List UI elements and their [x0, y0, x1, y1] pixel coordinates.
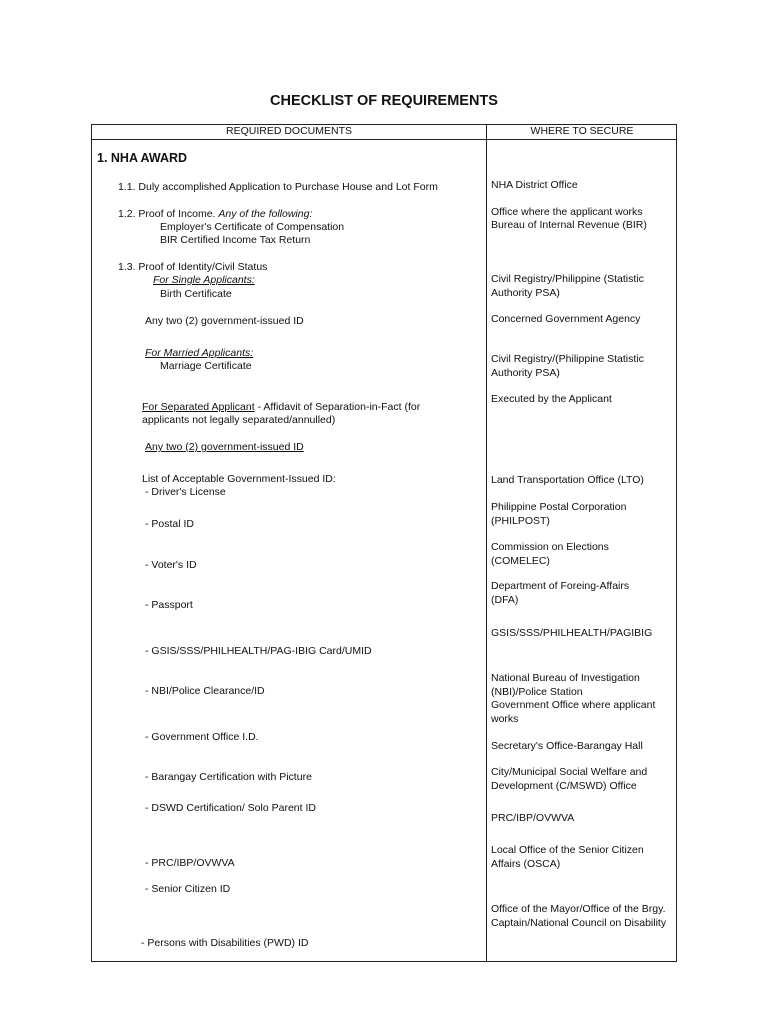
- header-required-documents: REQUIRED DOCUMENTS: [225, 125, 352, 137]
- bir-itr: BIR Certified Income Tax Return: [160, 234, 311, 246]
- id-passport: - Passport: [145, 599, 193, 611]
- where-gov-office: Government Office where applicant works: [491, 699, 656, 725]
- married-applicants-label: For Married Applicants:: [145, 347, 254, 359]
- where-psa-1: Civil Registry/Philippine (Statistic Authority PSA): [491, 273, 644, 299]
- separated-rest: - Affidavit of Separation-in-Fact (for: [254, 401, 421, 413]
- where-comelec: Commission on Elections (COMELEC): [491, 541, 609, 567]
- id-nbi: - NBI/Police Clearance/ID: [145, 685, 265, 697]
- id-postal: - Postal ID: [145, 518, 195, 530]
- where-philpost: Philippine Postal Corporation (PHILPOST): [491, 501, 627, 527]
- header-divider: [91, 139, 677, 140]
- separated-applicant: [142, 401, 420, 415]
- section-nha-award: 1. NHA AWARD: [97, 151, 188, 165]
- item-1-2-italic: Any of the following:: [218, 208, 313, 220]
- id-voters: - Voter's ID: [145, 559, 197, 571]
- where-cmswd: City/Municipal Social Welfare and Development (C/MSWD) Office: [491, 766, 648, 792]
- header-where-to-secure: WHERE TO SECURE: [530, 125, 634, 137]
- any-two-id-2: Any two (2) government-issued ID: [145, 441, 304, 453]
- separated-line2: applicants not legally separated/annulled): [142, 414, 336, 426]
- marriage-certificate: Marriage Certificate: [160, 360, 252, 372]
- where-osca: Local Office of the Senior Citizen Affairs (OSCA): [491, 844, 644, 870]
- id-gov-office: - Government Office I.D.: [145, 731, 259, 743]
- id-prc: - PRC/IBP/OVWVA: [145, 857, 235, 869]
- where-gsis: GSIS/SSS/PHILHEALTH/PAGIBIG: [491, 627, 653, 639]
- id-gsis: - GSIS/SSS/PHILHEALTH/PAG-IBIG Card/UMID: [145, 645, 372, 657]
- column-divider: [486, 124, 487, 962]
- id-list-title: List of Acceptable Government-Issued ID:: [142, 473, 336, 485]
- id-drivers-license: - Driver's License: [145, 486, 226, 498]
- page-title: CHECKLIST OF REQUIREMENTS: [270, 93, 498, 109]
- id-pwd: - Persons with Disabilities (PWD) ID: [141, 937, 309, 949]
- item-1-2-text: 1.2. Proof of Income.: [118, 208, 219, 220]
- where-executed: Executed by the Applicant: [491, 393, 612, 405]
- birth-certificate: Birth Certificate: [160, 288, 232, 300]
- where-mayor: Office of the Mayor/Office of the Brgy. Captain/National Council on Disability: [491, 903, 667, 929]
- item-1-3: 1.3. Proof of Identity/Civil Status: [118, 261, 268, 273]
- where-lto: Land Transportation Office (LTO): [491, 474, 644, 486]
- separated-label: For Separated Applicant: [142, 401, 255, 413]
- where-bir: Bureau of Internal Revenue (BIR): [491, 219, 647, 231]
- employer-certificate: Employer's Certificate of Compensation: [160, 221, 345, 233]
- any-two-id-1: Any two (2) government-issued ID: [145, 315, 304, 327]
- where-concerned-agency: Concerned Government Agency: [491, 313, 641, 325]
- where-dfa: Department of Foreing-Affairs (DFA): [491, 580, 630, 606]
- item-1-1: 1.1. Duly accomplished Application to Purchase House and Lot Form: [118, 181, 438, 193]
- where-nha: NHA District Office: [491, 179, 578, 191]
- id-senior: - Senior Citizen ID: [145, 883, 231, 895]
- single-applicants-label: For Single Applicants:: [153, 274, 255, 286]
- id-barangay: - Barangay Certification with Picture: [145, 771, 312, 783]
- where-secretary: Secretary's Office-Barangay Hall: [491, 740, 643, 752]
- where-employer: Office where the applicant works: [491, 206, 643, 218]
- where-psa-2: Civil Registry/(Philippine Statistic Authority PSA): [491, 353, 644, 379]
- item-1-2: [118, 208, 312, 222]
- id-dswd: - DSWD Certification/ Solo Parent ID: [145, 802, 316, 814]
- where-prc: PRC/IBP/OVWVA: [491, 812, 575, 824]
- where-nbi: National Bureau of Investigation (NBI)/Police Station: [491, 672, 640, 698]
